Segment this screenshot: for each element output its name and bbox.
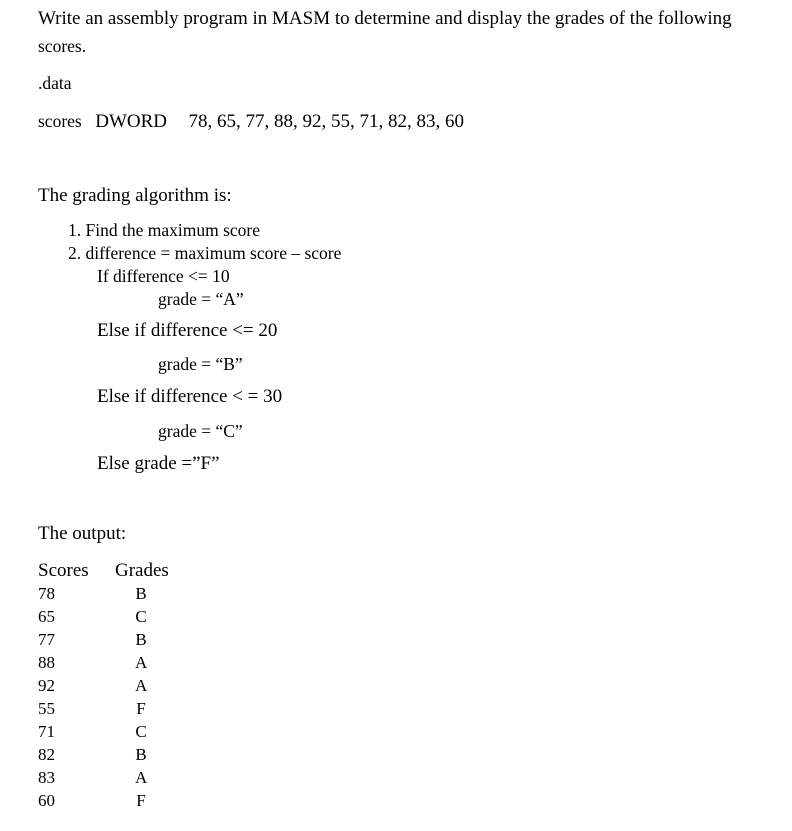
- scores-declaration: [38, 110, 464, 133]
- grade-cell: B: [135, 745, 147, 764]
- algorithm-elif-2: Else if difference < = 30: [97, 386, 283, 407]
- grade-cell: B: [135, 584, 147, 603]
- table-row: [38, 607, 168, 630]
- algorithm-else: Else grade =”F”: [97, 453, 220, 474]
- grade-cell: A: [135, 676, 148, 695]
- score-cell: 83: [38, 768, 55, 787]
- algorithm-if-1: If difference <= 10: [97, 266, 230, 286]
- algorithm-step-1: 1. Find the maximum score: [68, 220, 260, 240]
- algorithm-elif-1: Else if difference <= 20: [97, 320, 278, 341]
- scores-var-type: DWORD: [95, 111, 168, 132]
- table-row: [38, 584, 168, 607]
- grade-cell: F: [136, 699, 146, 718]
- grade-cell: C: [135, 722, 147, 741]
- output-heading: The output:: [38, 523, 127, 544]
- algorithm-step-2: 2. difference = maximum score – score: [68, 243, 342, 263]
- score-cell: 88: [38, 653, 55, 672]
- score-cell: 77: [38, 630, 55, 649]
- grade-cell: A: [135, 768, 148, 787]
- table-row: [38, 676, 168, 699]
- grade-cell: F: [136, 791, 146, 810]
- algorithm-heading: The grading algorithm is:: [38, 185, 232, 206]
- table-row: [38, 722, 168, 745]
- score-cell: 60: [38, 791, 55, 810]
- algorithm-grade-c: grade = “C”: [158, 421, 243, 441]
- score-cell: 82: [38, 745, 55, 764]
- intro-line-1: Write an assembly program in MASM to determine and display the grades of the following: [38, 8, 732, 29]
- table-row: [38, 699, 168, 722]
- score-cell: 71: [38, 722, 55, 741]
- score-cell: 92: [38, 676, 55, 695]
- grade-cell: A: [135, 653, 148, 672]
- score-cell: 65: [38, 607, 55, 626]
- algorithm-grade-a: grade = “A”: [158, 289, 244, 309]
- grade-cell: C: [135, 607, 147, 626]
- score-cell: 55: [38, 699, 55, 718]
- scores-var-values: 78, 65, 77, 88, 92, 55, 71, 82, 83, 60: [188, 111, 465, 132]
- table-row: [38, 630, 168, 653]
- data-section-label: .data: [38, 73, 72, 93]
- intro-line-2: scores.: [38, 36, 87, 56]
- table-row: [38, 768, 168, 791]
- column-header-scores: Scores: [38, 560, 89, 581]
- table-row: [38, 791, 168, 814]
- column-header-grades: Grades: [115, 560, 169, 581]
- table-row: [38, 745, 168, 768]
- table-row: [38, 653, 168, 676]
- score-cell: 78: [38, 584, 55, 603]
- scores-var-name: scores: [38, 111, 82, 131]
- algorithm-grade-b: grade = “B”: [158, 354, 243, 374]
- grade-cell: B: [135, 630, 147, 649]
